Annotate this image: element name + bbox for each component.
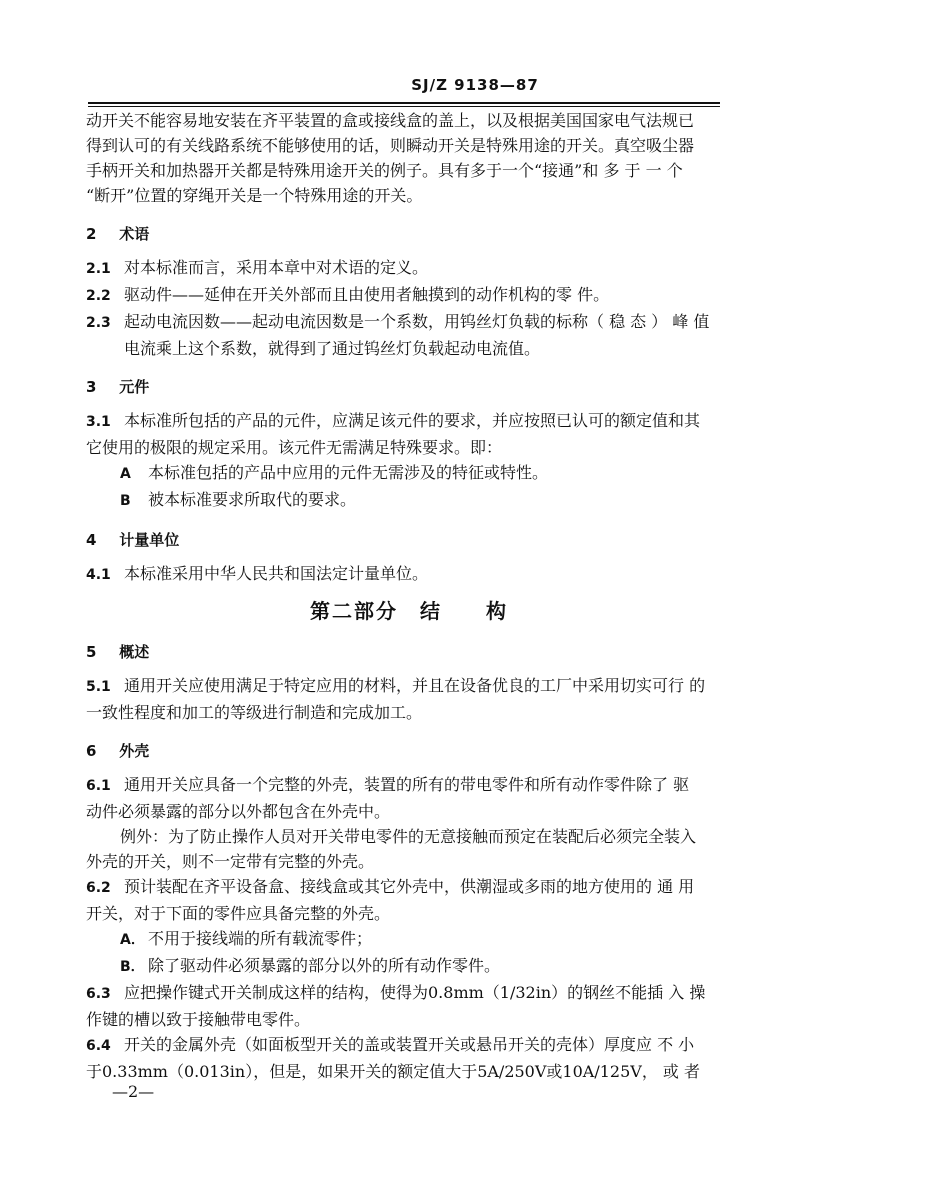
clause-6-3-cont: 作键的槽以致于接触带电零件。 bbox=[86, 1010, 311, 1029]
clause-3-1 bbox=[86, 408, 732, 435]
section-title: 术语 bbox=[119, 225, 150, 243]
clause-6-2-a bbox=[86, 926, 732, 953]
clause-text: 开关的金属外壳（如面板型开关的盖或装置开关或悬吊开关的壳体）厚度应 不 小 bbox=[124, 1035, 695, 1054]
item-text: 除了驱动件必须暴露的部分以外的所有动作零件。 bbox=[148, 956, 501, 975]
clause-6-1-cont: 动件必须暴露的部分以外都包含在外壳中。 bbox=[86, 802, 391, 821]
document-code-header: SJ/Z 9138—87 bbox=[411, 76, 539, 94]
clause-6-4-cont: 于0.33mm（0.013in），但是，如果开关的额定值大于5A/250V或10A/125V， 或 者 bbox=[86, 1062, 700, 1081]
document-body bbox=[86, 108, 732, 1084]
clause-6-2-b bbox=[86, 953, 732, 980]
section-title: 概述 bbox=[119, 643, 150, 661]
header-rule bbox=[88, 102, 720, 104]
section-number: 4 bbox=[86, 531, 97, 549]
section-number: 3 bbox=[86, 378, 97, 396]
section-2-heading bbox=[86, 222, 732, 247]
item-label: B． bbox=[120, 959, 145, 975]
intro-line: 得到认可的有关线路系统不能够使用的话，则瞬动开关是特殊用途的开关。真空吸尘器 bbox=[86, 136, 695, 155]
clause-text: 起动电流因数——起动电流因数是一个系数，用钨丝灯负载的标称（ 稳 态 ） 峰 值 bbox=[124, 312, 710, 331]
section-5-heading bbox=[86, 640, 732, 665]
clause-text: 驱动件——延伸在开关外部而且由使用者触摸到的动作机构的零 件。 bbox=[124, 285, 610, 304]
section-6-heading bbox=[86, 739, 732, 764]
clause-2-3-cont: 电流乘上这个系数，就得到了通过钨丝灯负载起动电流值。 bbox=[124, 339, 541, 358]
clause-number: 2.3 bbox=[86, 315, 111, 331]
clause-6-2 bbox=[86, 874, 732, 901]
section-title: 计量单位 bbox=[119, 531, 180, 549]
section-4-heading bbox=[86, 528, 732, 553]
clause-number: 2.2 bbox=[86, 288, 111, 304]
section-number: 6 bbox=[86, 742, 97, 760]
item-label: B bbox=[120, 493, 131, 509]
clause-6-4 bbox=[86, 1032, 732, 1059]
clause-text: 预计装配在齐平设备盒、接线盒或其它外壳中，供潮湿或多雨的地方使用的 通 用 bbox=[124, 877, 695, 896]
intro-line: 动开关不能容易地安装在齐平装置的盒或接线盒的盖上，以及根据美国国家电气法规已 bbox=[86, 111, 695, 130]
item-text: 不用于接线端的所有载流零件； bbox=[148, 929, 373, 948]
intro-line: “断开”位置的穿绳开关是一个特殊用途的开关。 bbox=[86, 186, 423, 205]
clause-6-1-exception-cont: 外壳的开关，则不一定带有完整的外壳。 bbox=[86, 852, 375, 871]
clause-5-1-cont: 一致性程度和加工的等级进行制造和完成加工。 bbox=[86, 703, 423, 722]
clause-number: 2.1 bbox=[86, 261, 111, 277]
clause-number: 6.2 bbox=[86, 880, 111, 896]
section-title: 外壳 bbox=[119, 742, 150, 760]
clause-2-1 bbox=[86, 255, 732, 282]
section-3-heading bbox=[86, 375, 732, 400]
header-rule-thin bbox=[88, 106, 720, 107]
section-number: 5 bbox=[86, 643, 97, 661]
clause-text: 本标准所包括的产品的元件，应满足该元件的要求，并应按照已认可的额定值和其 bbox=[124, 411, 701, 430]
clause-3-1-b bbox=[86, 487, 732, 514]
clause-6-1 bbox=[86, 772, 732, 799]
clause-4-1 bbox=[86, 561, 732, 588]
clause-6-1-exception: 例外：为了防止操作人员对开关带电零件的无意接触而预定在装配后必须完全装入 bbox=[120, 827, 697, 846]
clause-number: 3.1 bbox=[86, 414, 111, 430]
clause-3-1-cont: 它使用的极限的规定采用。该元件无需满足特殊要求。即： bbox=[86, 438, 503, 457]
clause-text: 通用开关应使用满足于特定应用的材料，并且在设备优良的工厂中采用切实可行 的 bbox=[124, 676, 706, 695]
clause-text: 应把操作键式开关制成这样的结构，使得为0.8mm（1/32in）的钢丝不能插 入 操 bbox=[124, 983, 706, 1002]
item-label: A． bbox=[120, 932, 145, 948]
clause-number: 6.3 bbox=[86, 986, 111, 1002]
clause-2-2 bbox=[86, 282, 732, 309]
clause-3-1-a bbox=[86, 460, 732, 487]
section-title: 元件 bbox=[119, 378, 150, 396]
clause-6-3 bbox=[86, 980, 732, 1007]
clause-6-2-cont: 开关，对于下面的零件应具备完整的外壳。 bbox=[86, 904, 391, 923]
item-label: A bbox=[120, 466, 131, 482]
part-2-title: 第二部分 结 构 bbox=[310, 599, 508, 623]
section-number: 2 bbox=[86, 225, 97, 243]
item-text: 被本标准要求所取代的要求。 bbox=[148, 490, 357, 509]
clause-number: 6.1 bbox=[86, 778, 111, 794]
item-text: 本标准包括的产品中应用的元件无需涉及的特征或特性。 bbox=[148, 463, 549, 482]
clause-number: 4.1 bbox=[86, 567, 111, 583]
clause-text: 通用开关应具备一个完整的外壳，装置的所有的带电零件和所有动作零件除了 驱 bbox=[124, 775, 690, 794]
intro-line: 手柄开关和加热器开关都是特殊用途开关的例子。具有多于一个“接通”和 多 于 一 个 bbox=[86, 161, 683, 180]
clause-2-3 bbox=[86, 309, 732, 336]
clause-number: 6.4 bbox=[86, 1038, 111, 1054]
clause-number: 5.1 bbox=[86, 679, 111, 695]
page-number: —2— bbox=[112, 1082, 155, 1101]
clause-text: 本标准采用中华人民共和国法定计量单位。 bbox=[124, 564, 429, 583]
clause-5-1 bbox=[86, 673, 732, 700]
clause-text: 对本标准而言，采用本章中对术语的定义。 bbox=[124, 258, 429, 277]
